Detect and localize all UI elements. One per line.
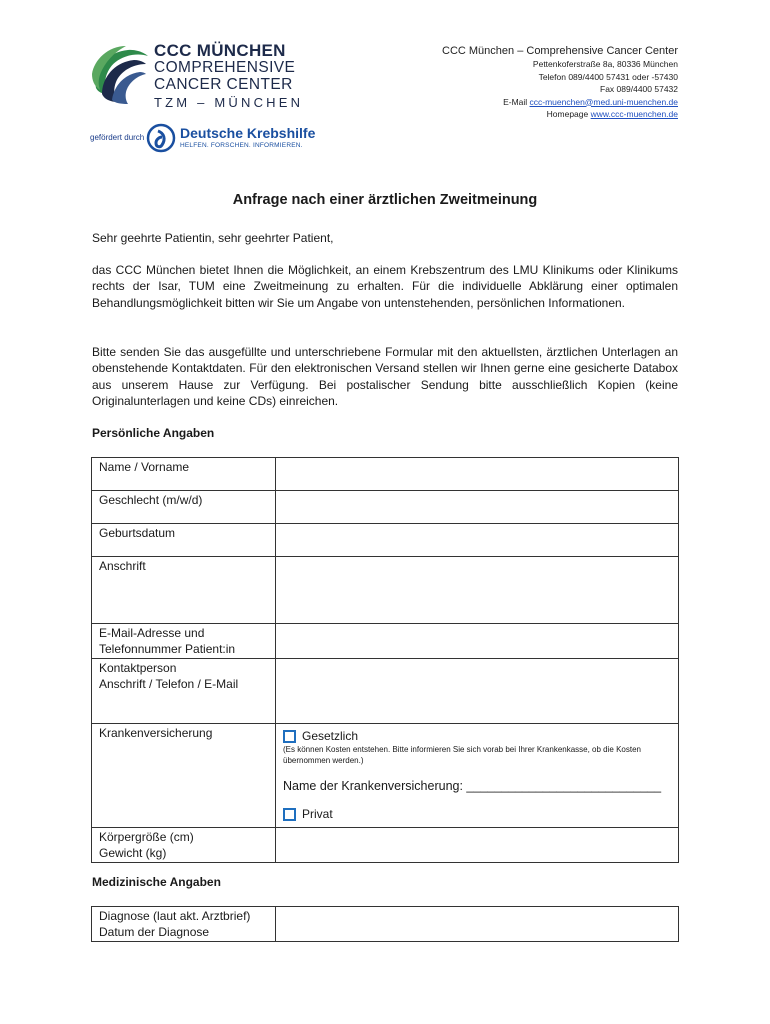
label-person-line1: Kontaktperson [99, 661, 177, 675]
section-medical-heading: Medizinische Angaben [92, 875, 221, 889]
label-person-line2: Anschrift / Telefon / E-Mail [99, 677, 239, 691]
table-row [92, 828, 679, 863]
contact-block [442, 44, 678, 121]
table-row [92, 659, 679, 724]
krebshilfe-icon [146, 123, 176, 153]
homepage-label: Homepage [546, 109, 591, 119]
label-height: Körpergröße (cm) [99, 830, 194, 844]
logo-line2: COMPREHENSIVE [154, 59, 296, 76]
personal-data-table [91, 457, 679, 863]
intro-paragraph: das CCC München bietet Ihnen die Möglichkeit, an einem Krebszentrum des LMU Klinikums oder Klinikums rechts der Isar, TUM eine Zweitmeinung zu erhalten. Für die individuelle Abklärung einer optimalen Behandlungsmöglichkeit bitten wir Sie um Angabe von untenstehenden, persönlichen Informationen. [92, 263, 678, 310]
contact-org: CCC München – Comprehensive Cancer Center [442, 45, 678, 57]
contact-address: Pettenkoferstraße 8a, 80336 München [532, 59, 678, 69]
table-row [92, 724, 679, 828]
private-checkbox[interactable] [283, 808, 296, 821]
table-row [92, 524, 679, 557]
label-contact [92, 624, 276, 659]
field-gender[interactable] [276, 491, 679, 524]
funder-slogan: HELFEN. FORSCHEN. INFORMIEREN. [180, 142, 303, 149]
label-weight: Gewicht (kg) [99, 846, 167, 860]
funder-logo [88, 122, 318, 154]
instructions-paragraph: Bitte senden Sie das ausgefüllte und unterschriebene Formular mit den aktuellsten, ärztlichen Unterlagen an obenstehende Kontaktdaten. Für den elektronischen Versand stellen wir Ihnen gerne eine gesicherte Databox aus unserem Hause zur Verfügung. Bei postalischer Sendung bitte ausschließlich Kopien (keine Originalunterlagen und keine CDs) einreichen. [92, 345, 678, 408]
section-personal-heading: Persönliche Angaben [92, 426, 215, 440]
statutory-label: Gesetzlich [302, 729, 359, 743]
ccc-swirl-icon [88, 44, 150, 106]
insurer-name-field[interactable]: Name der Krankenversicherung: ____________________________ [283, 779, 662, 793]
table-row [92, 624, 679, 659]
logo-line4: TZM – MÜNCHEN [154, 95, 304, 110]
contact-fax: Fax 089/4400 57432 [600, 84, 678, 94]
label-gender: Geschlecht (m/w/d) [92, 491, 276, 524]
label-insurance: Krankenversicherung [92, 724, 276, 828]
statutory-checkbox[interactable] [283, 730, 296, 743]
label-diagnosis [92, 907, 276, 942]
logo-line1: CCC MÜNCHEN [154, 41, 286, 60]
field-address[interactable] [276, 557, 679, 624]
contact-phone: Telefon 089/4400 57431 oder -57430 [538, 71, 678, 82]
label-diagnosis-line1: Diagnose (laut akt. Arztbrief) [99, 909, 251, 923]
document-title: Anfrage nach einer ärztlichen Zweitmeinung [232, 192, 538, 208]
statutory-note: (Es können Kosten entstehen. Bitte informieren Sie sich vorab bei Ihrer Krankenkasse, ob die Kosten übernommen werden.) [283, 745, 641, 765]
logo-line3: CANCER CENTER [154, 76, 293, 93]
field-birthdate[interactable] [276, 524, 679, 557]
label-contact-line2: Telefonnummer Patient:in [99, 642, 236, 656]
private-label: Privat [302, 807, 333, 821]
label-name: Name / Vorname [92, 458, 276, 491]
table-row [92, 491, 679, 524]
medical-data-table [91, 906, 679, 942]
field-diagnosis[interactable] [276, 907, 679, 942]
label-address: Anschrift [92, 557, 276, 624]
funder-name: Deutsche Krebshilfe [180, 125, 316, 141]
table-row [92, 907, 679, 942]
greeting: Sehr geehrte Patientin, sehr geehrter Patient, [92, 231, 334, 245]
contact-email-line [442, 96, 678, 109]
funded-prefix: gefördert durch [90, 133, 145, 142]
label-height-weight [92, 828, 276, 863]
email-label: E-Mail [503, 96, 530, 107]
label-diagnosis-line2: Datum der Diagnose [99, 925, 210, 939]
email-link[interactable]: ccc-muenchen@med.uni-muenchen.de [529, 96, 678, 107]
field-contact[interactable] [276, 624, 679, 659]
label-contact-line1: E-Mail-Adresse und [99, 626, 205, 640]
label-contact-person [92, 659, 276, 724]
ccc-logo [88, 40, 318, 160]
field-height-weight[interactable] [276, 828, 679, 863]
field-name[interactable] [276, 458, 679, 491]
field-insurance [276, 724, 679, 828]
homepage-link[interactable]: www.ccc-muenchen.de [590, 109, 678, 119]
table-row [92, 557, 679, 624]
contact-homepage-line [442, 108, 678, 121]
table-row [92, 458, 679, 491]
field-contact-person[interactable] [276, 659, 679, 724]
label-birthdate: Geburtsdatum [92, 524, 276, 557]
